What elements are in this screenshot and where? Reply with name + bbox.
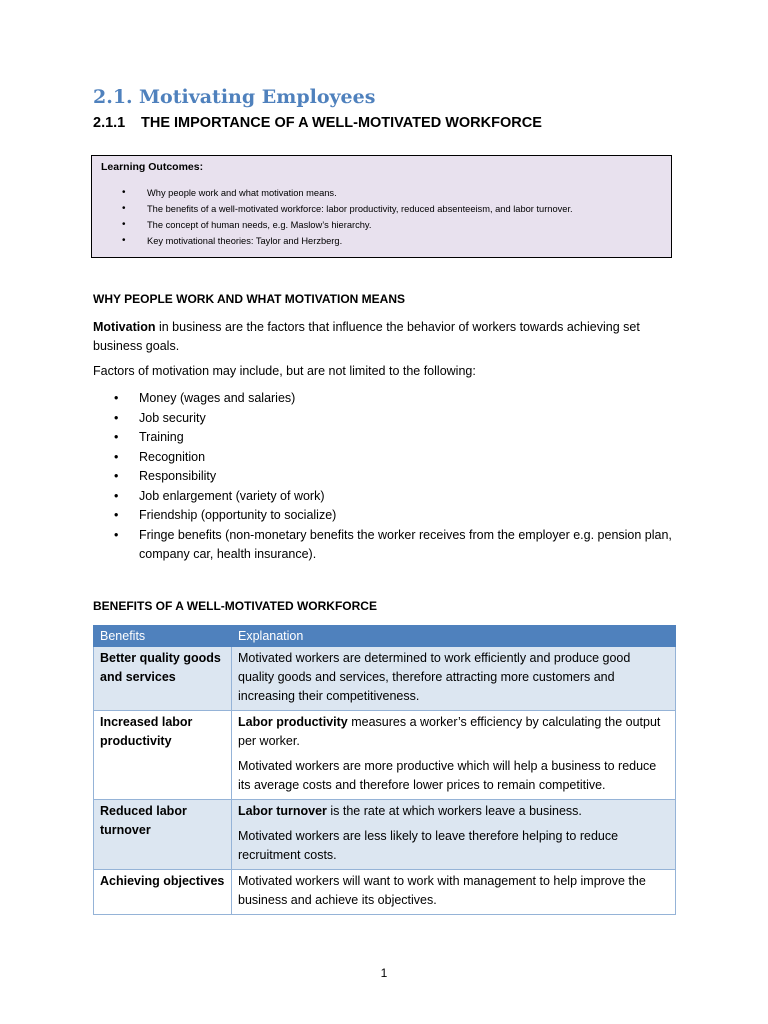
benefit-cell: Better quality goods and services [94,647,232,711]
explanation-text [238,713,669,751]
list-item: • Fringe benefits (non-monetary benefits the worker receives from the employer e.g. pension plan, company car, health insurance). [93,526,683,565]
list-item: • Responsibility [93,467,683,487]
column-header-benefits: Benefits [94,626,232,647]
benefit-cell: Achieving objectives [94,870,232,915]
definition-term: Motivation [93,320,156,334]
section-heading-2-1 [93,86,375,108]
list-item: • Recognition [93,448,683,468]
benefit-cell: Increased labor productivity [94,711,232,800]
table-header-row [94,626,676,647]
list-item: • Key motivational theories: Taylor and Herzberg. [92,233,671,249]
list-item: • Friendship (opportunity to socialize) [93,506,683,526]
explanation-term: Labor turnover [238,804,327,818]
benefits-table [93,625,676,915]
list-item: • Job enlargement (variety of work) [93,487,683,507]
definition-text: in business are the factors that influence the behavior of workers towards achieving set business goals. [93,320,640,353]
motivation-definition [93,318,678,356]
subsection-heading-2-1-1 [93,115,542,131]
explanation-cell [232,800,676,870]
list-item: • Money (wages and salaries) [93,389,683,409]
subheading-number: 2.1.1 [93,115,126,131]
section-heading-why-people-work: WHY PEOPLE WORK AND WHAT MOTIVATION MEANS [93,292,405,306]
heading-text: Motivating Employees [139,86,376,108]
explanation-text: Motivated workers are less likely to leave therefore helping to reduce recruitment costs. [238,829,619,862]
explanation-cell [232,647,676,711]
table-row [94,711,676,800]
list-item: • The benefits of a well-motivated workforce: labor productivity, reduced absenteeism, and labor turnover. [92,201,671,217]
section-heading-benefits: BENEFITS OF A WELL-MOTIVATED WORKFORCE [93,599,377,613]
list-item: • Why people work and what motivation means. [92,185,671,201]
explanation-rest: measures a worker’s efficiency by calculating the output per worker. [238,715,661,748]
heading-number: 2.1. [93,86,133,108]
learning-outcomes-box [91,155,672,258]
list-item: • Training [93,428,683,448]
table-row [94,647,676,711]
explanation-text: Motivated workers will want to work with management to help improve the business and achieve its objectives. [238,874,646,907]
benefit-cell: Reduced labor turnover [94,800,232,870]
learning-outcomes-title: Learning Outcomes: [101,161,204,173]
list-item: • Job security [93,409,683,429]
list-item: • The concept of human needs, e.g. Maslow’s hierarchy. [92,217,671,233]
subheading-text: THE IMPORTANCE OF A WELL-MOTIVATED WORKFORCE [141,115,542,131]
learning-outcomes-list [92,185,671,249]
explanation-text: Motivated workers are determined to work efficiently and produce good quality goods and services, therefore attracting more customers and increasing their competitiveness. [238,651,631,703]
page-number: 1 [380,966,388,980]
table-row [94,870,676,915]
explanation-cell [232,870,676,915]
explanation-text [238,802,669,821]
table-row [94,800,676,870]
motivation-factors-list [93,389,683,565]
factors-intro: Factors of motivation may include, but are not limited to the following: [93,364,476,378]
explanation-term: Labor productivity [238,715,348,729]
explanation-text: Motivated workers are more productive which will help a business to reduce its average costs and therefore lower prices to remain competitive. [238,759,657,792]
explanation-cell [232,711,676,800]
explanation-rest: is the rate at which workers leave a business. [326,804,582,818]
column-header-explanation: Explanation [232,626,676,647]
